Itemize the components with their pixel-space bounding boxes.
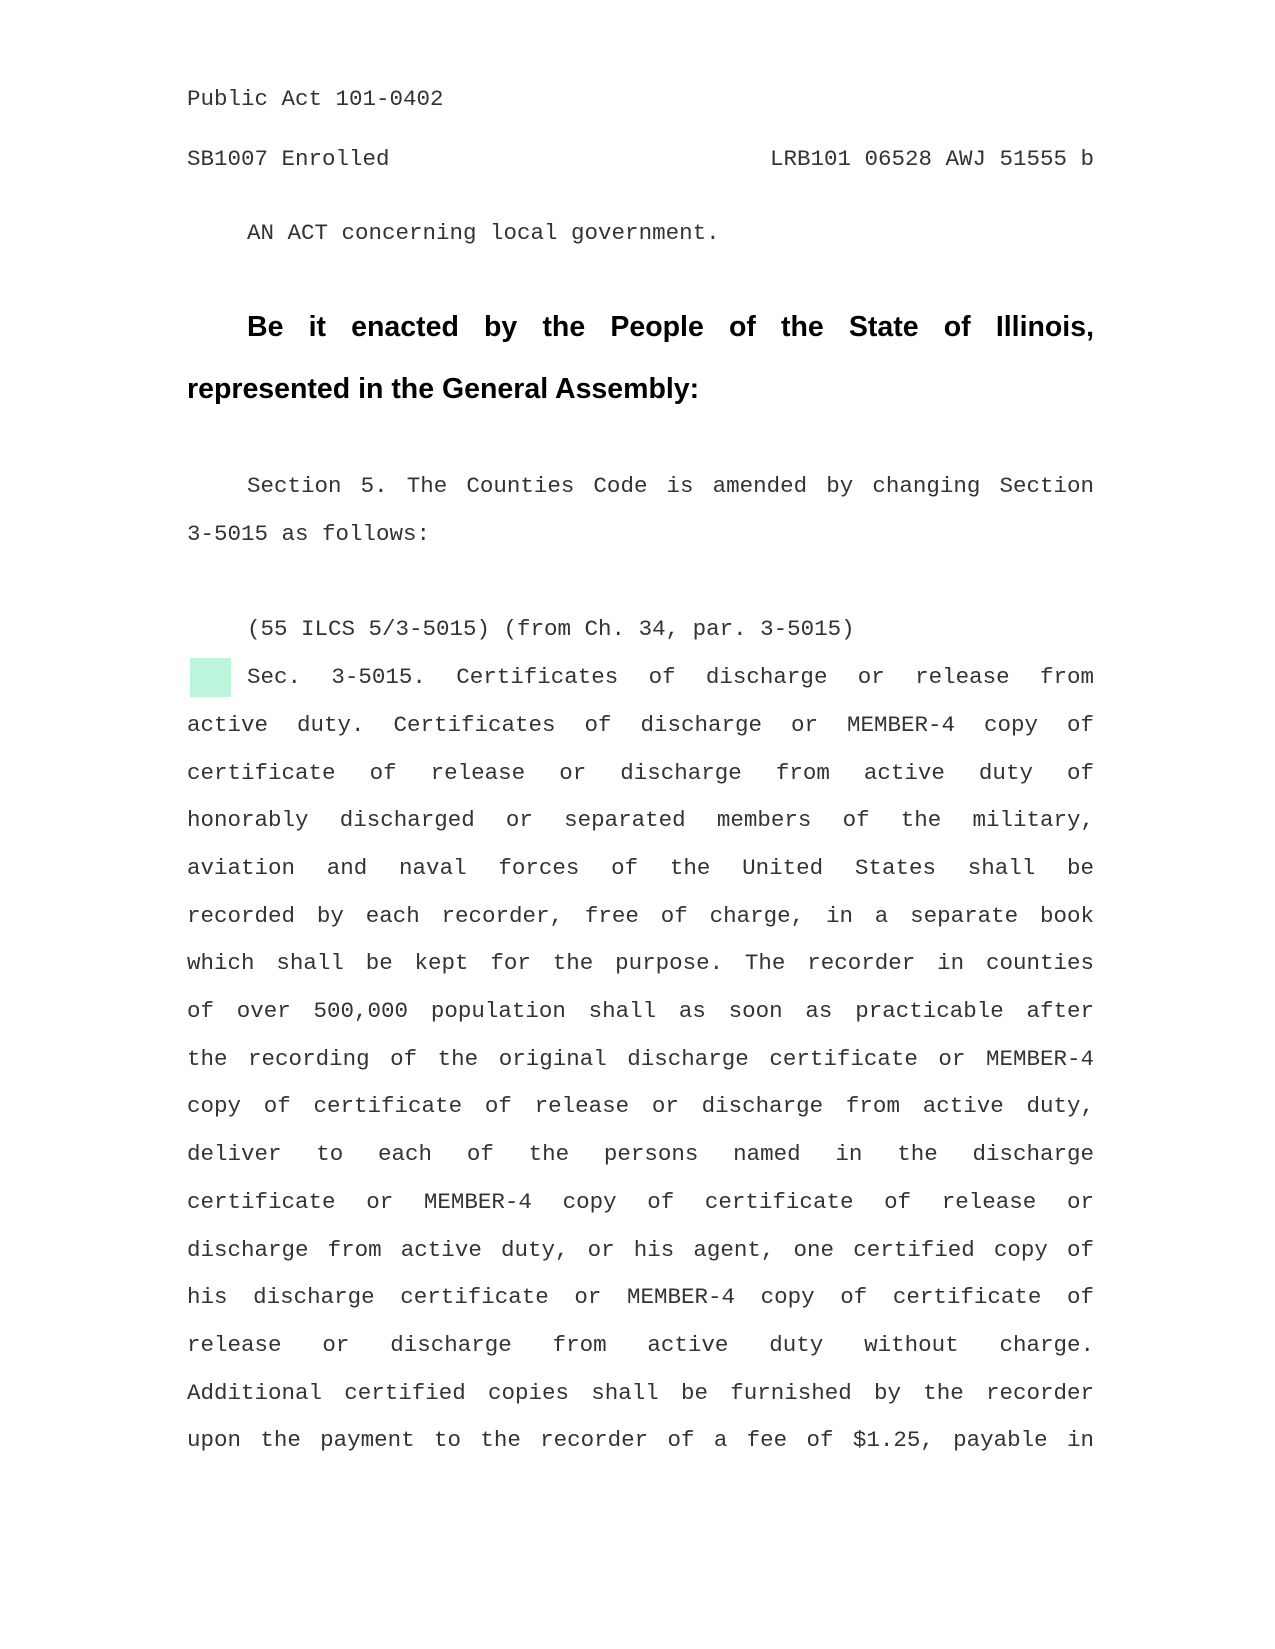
- body-line: recorded by each recorder, free of charge, in a separate book: [187, 903, 1094, 929]
- body-line: Additional certified copies shall be furnished by the recorder: [187, 1380, 1094, 1406]
- body-line: upon the payment to the recorder of a fee of $1.25, payable in: [187, 1427, 1094, 1453]
- section-intro-line-1: Section 5. The Counties Code is amended by changing Section: [247, 473, 1094, 499]
- change-marker: [190, 658, 231, 697]
- body-line: which shall be kept for the purpose. The recorder in counties: [187, 950, 1094, 976]
- body-line: active duty. Certificates of discharge or MEMBER-4 copy of: [187, 712, 1094, 738]
- act-title: AN ACT concerning local government.: [247, 220, 720, 246]
- body-line: deliver to each of the persons named in the discharge: [187, 1141, 1094, 1167]
- body-line: his discharge certificate or MEMBER-4 copy of certificate of: [187, 1284, 1094, 1310]
- body-line: aviation and naval forces of the United States shall be: [187, 855, 1094, 881]
- section-intro-line-2: 3-5015 as follows:: [187, 521, 431, 547]
- bill-number: SB1007 Enrolled: [187, 146, 390, 172]
- enacting-clause-line-2: represented in the General Assembly:: [187, 373, 700, 405]
- body-line: certificate or MEMBER-4 copy of certificate of release or: [187, 1189, 1094, 1215]
- body-line: of over 500,000 population shall as soon as practicable after: [187, 998, 1094, 1024]
- enacting-clause-line-1: Be it enacted by the People of the State of Illinois,: [247, 311, 1094, 343]
- body-line: honorably discharged or separated members of the military,: [187, 807, 1094, 833]
- public-act-number: Public Act 101-0402: [187, 86, 444, 112]
- body-line: certificate of release or discharge from active duty of: [187, 760, 1094, 786]
- body-line: copy of certificate of release or discharge from active duty,: [187, 1093, 1094, 1119]
- body-line: the recording of the original discharge certificate or MEMBER-4: [187, 1046, 1094, 1072]
- body-line: discharge from active duty, or his agent, one certified copy of: [187, 1237, 1094, 1263]
- body-line: release or discharge from active duty without charge.: [187, 1332, 1094, 1358]
- lrb-number: LRB101 06528 AWJ 51555 b: [769, 146, 1094, 172]
- statute-citation: (55 ILCS 5/3-5015) (from Ch. 34, par. 3-5015): [247, 616, 855, 642]
- body-line: Sec. 3-5015. Certificates of discharge or release from: [247, 664, 1094, 690]
